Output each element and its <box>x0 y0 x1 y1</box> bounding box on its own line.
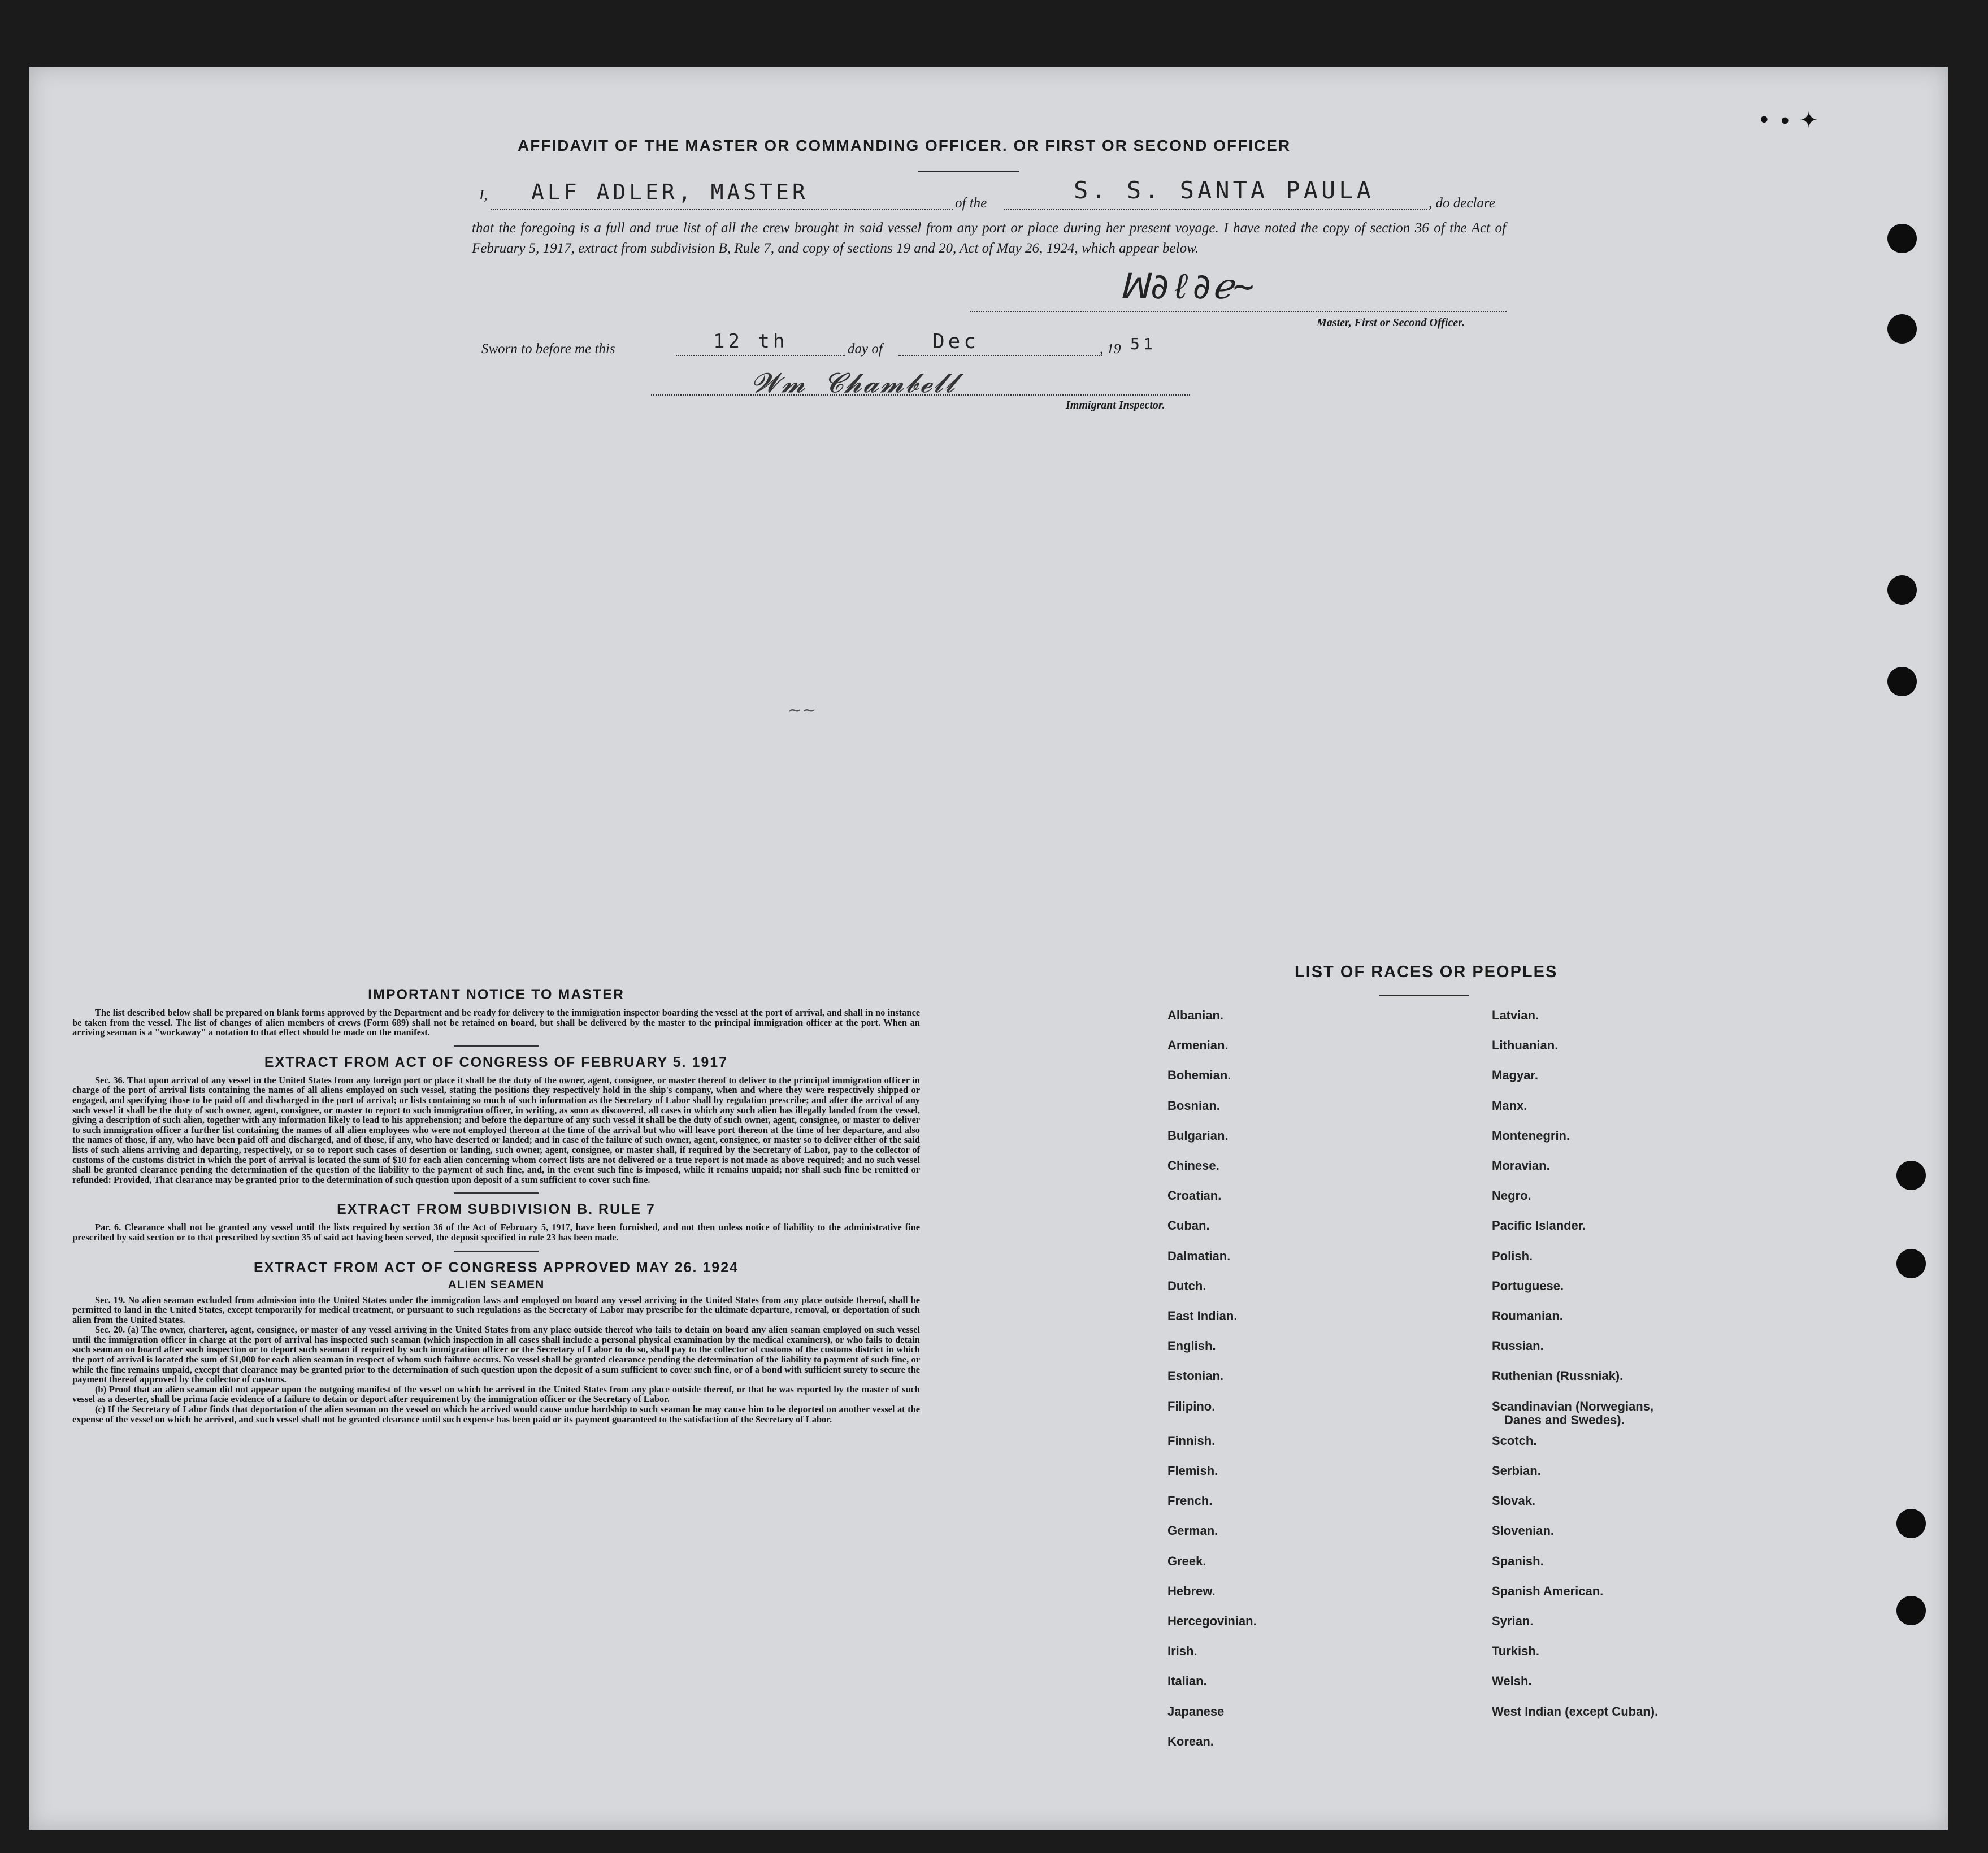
declarant-prefix: I, <box>479 188 488 203</box>
corner-mark: • ∙ ✦ <box>1757 107 1818 133</box>
race-item: Syrian. <box>1492 1614 1534 1628</box>
race-item: Russian. <box>1492 1339 1544 1353</box>
race-item: Armenian. <box>1167 1038 1229 1053</box>
extract-1917-title: EXTRACT FROM ACT OF CONGRESS OF FEBRUARY 5. 1917 <box>264 1054 728 1070</box>
title-rule <box>918 171 1019 172</box>
races-title: LIST OF RACES OR PEOPLES <box>1295 963 1558 981</box>
race-item: Spanish. <box>1492 1553 1544 1568</box>
race-item: Scotch. <box>1492 1433 1537 1448</box>
punch-hole <box>1887 667 1917 696</box>
race-item: Moravian. <box>1492 1158 1550 1173</box>
master-name-line <box>491 209 953 210</box>
races-title-rule <box>1379 995 1469 996</box>
race-item: Dalmatian. <box>1167 1248 1231 1263</box>
extract-1924-sec19: Sec. 19. No alien seaman excluded from admission into the United States under the immigration laws and employed on board any vessel arriving in the United States from any place outside thereof, shall be permitted to land in the United States, except temporarily for medical treatment, or pursuant to such regulations as the Secretary of Labor may prescribe for the ultimate departure, removal, or deportation of such alien from the United States. <box>72 1294 920 1325</box>
race-item: Serbian. <box>1492 1464 1541 1478</box>
section-rule <box>454 1192 539 1194</box>
race-item: Flemish. <box>1167 1464 1218 1478</box>
extract-1917-body: Sec. 36. That upon arrival of any vessel in the United States from any foreign port or place it shall be the duty of the owner, agent, consignee, or master thereof to deliver to the principal immigration officer in charge of the port of arrival lists containing the names of all aliens employed on such vessel, stating the positions they respectively hold in the ship's company, when and where they were respectively shipped or engaged, and specifying those to be paid off and discharged in the port of arrival; or lists containing so much of such information as the Secretary of Labor shall by regulation prescribe; and after the arrival of any such vessel it shall be the duty of such owner, agent, consignee, or master to report to such immigration officer, in writing, as soon as discovered, all cases in which any such alien has illegally landed from the vessel, giving a description of such alien, together with any information likely to lead to his apprehension; and before the departure of any such vessel it shall be the duty of such owner, agent, consignee, or master to deliver to such immigration officer a further list containing the names of all alien employees who were not employed thereon at the time of the arrival but who will leave port thereon at the time of her departure, and also the names of those, if any, who have been paid off and discharged, and of those, if any, who have deserted or landed; and in case of the failure of such owner, agent, consignee, or master so to deliver either of the said lists of such aliens arriving and departing, respectively, or so to report such cases of desertion or landing, such owner, agent, consignee, or master shall, if required by the Secretary of Labor, pay to the collector of customs of the customs district in which the port of arrival is located the sum of $10 for each alien concerning whom correct lists are not delivered or a true report is not made as above required; and no such vessel shall be granted clearance pending the determination of the question of the liability to the payment of such fine, and, in the event such fine is imposed, while it remains unpaid; nor shall such fine be remitted or refunded: Provided, That clearance may be granted prior to the determination of such question upon deposit of a sum sufficient to cover such fine. <box>72 1074 920 1185</box>
section-rule <box>454 1251 539 1252</box>
race-item: Japanese <box>1167 1704 1225 1719</box>
race-item: Polish. <box>1492 1248 1533 1263</box>
of-the-label: of the <box>955 196 987 211</box>
race-item: East Indian. <box>1167 1309 1238 1323</box>
race-item: Greek. <box>1167 1553 1206 1568</box>
race-item: Korean. <box>1167 1734 1214 1748</box>
signature-caption: Master, First or Second Officer. <box>1317 316 1465 329</box>
inspector-signature: 𝓦𝓶 𝓒𝓱𝓪𝓶𝓫𝓮𝓵𝓵 <box>752 367 957 399</box>
inspector-caption: Immigrant Inspector. <box>1066 399 1165 411</box>
pencil-stroke: ~~ <box>788 701 817 721</box>
race-item: West Indian (except Cuban). <box>1492 1704 1659 1719</box>
vessel-name-line <box>1004 209 1427 210</box>
race-item: French. <box>1167 1494 1213 1508</box>
race-item: Finnish. <box>1167 1433 1216 1448</box>
race-item: Manx. <box>1492 1098 1527 1113</box>
race-item: Turkish. <box>1492 1644 1539 1659</box>
extract-1924-sec20b: (b) Proof that an alien seaman did not appear upon the outgoing manifest of the vessel on which he arrived in the United States from any place outside thereof, or that he was reported by the master of such vessel as a deserter, shall be prima facie evidence of a failure to detain or deport after requirement by the immigration officer or the Secretary of Labor. <box>72 1383 920 1405</box>
extract-1924-sec20c: (c) If the Secretary of Labor finds that deportation of the alien seaman on the vessel on which he arrived would cause undue hardship to such seaman he may cause him to be deported on another vessel at the expense of the vessel on which he arrived, and such vessel shall not be granted clearance until such expense has been paid or its payment guaranteed to the satisfaction of the Secretary of Labor. <box>72 1404 920 1425</box>
race-item: English. <box>1167 1339 1216 1353</box>
vessel-name: S. S. SANTA PAULA <box>1074 176 1374 204</box>
notice-title: IMPORTANT NOTICE TO MASTER <box>368 987 624 1003</box>
race-item: Hebrew. <box>1167 1583 1216 1598</box>
extract-1924-title: EXTRACT FROM ACT OF CONGRESS APPROVED MAY 26. 1924 <box>253 1259 739 1275</box>
punch-hole <box>1896 1249 1926 1278</box>
race-item: Lithuanian. <box>1492 1038 1559 1053</box>
affidavit-title: AFFIDAVIT OF THE MASTER OR COMMANDING OFFICER. OR FIRST OR SECOND OFFICER <box>518 137 1291 154</box>
race-item: Pacific Islander. <box>1492 1218 1586 1233</box>
race-item: Welsh. <box>1492 1674 1532 1689</box>
race-item: Italian. <box>1167 1674 1207 1689</box>
notice-column <box>72 987 920 1424</box>
affidavit-first-line <box>479 188 488 203</box>
race-item: Negro. <box>1492 1188 1531 1203</box>
race-item: Latvian. <box>1492 1008 1539 1022</box>
extract-rule7-body: Par. 6. Clearance shall not be granted any vessel until the lists required by section 36 of the Act of February 5, 1917, have been furnished, and not then unless notice of liability to the administrative fine prescribed by said section or to that prescribed by section 35 of said act having been served, the deposit specified in rule 23 has been made. <box>72 1222 920 1243</box>
punch-hole <box>1896 1161 1926 1190</box>
sworn-month: Dec <box>932 330 980 353</box>
affidavit-body: that the foregoing is a full and true list of all the crew brought in said vessel from any port or place during her present voyage. I have noted the copy of section 36 of the Act of February 5, 1917, extract from subdivision B, Rule 7, and copy of sections 19 and 20, Act of May 26, 1924, which appear below. <box>472 220 1506 256</box>
race-item: Estonian. <box>1167 1369 1224 1383</box>
sworn-year: 51 <box>1130 335 1156 353</box>
punch-hole <box>1887 314 1917 344</box>
extract-rule7-title: EXTRACT FROM SUBDIVISION B. RULE 7 <box>337 1201 656 1218</box>
master-name: ALF ADLER, MASTER <box>531 180 809 205</box>
race-item: German. <box>1167 1524 1218 1538</box>
race-item: Dutch. <box>1167 1278 1206 1293</box>
race-item: Hercegovinian. <box>1167 1614 1257 1628</box>
signature-line <box>970 311 1507 312</box>
sworn-month-line <box>898 355 1102 356</box>
declare-label: , do declare <box>1429 196 1495 211</box>
sworn-year-prefix: , 19 <box>1100 341 1121 357</box>
section-rule <box>454 1045 539 1047</box>
punch-hole <box>1887 224 1917 253</box>
race-item: Portuguese. <box>1492 1278 1564 1293</box>
document-sheet <box>29 67 1948 1830</box>
sworn-day: 12 th <box>713 330 788 353</box>
extract-1924-subtitle: ALIEN SEAMEN <box>448 1278 545 1291</box>
race-item: Ruthenian (Russniak). <box>1492 1369 1624 1383</box>
sworn-dayof: day of <box>848 341 883 357</box>
race-item: Croatian. <box>1167 1188 1222 1203</box>
race-item: Bulgarian. <box>1167 1128 1229 1143</box>
race-item: Chinese. <box>1167 1158 1219 1173</box>
race-item: Spanish American. <box>1492 1583 1604 1598</box>
race-item: Danes and Swedes). <box>1504 1412 1625 1427</box>
race-item: Magyar. <box>1492 1068 1538 1083</box>
race-item: Cuban. <box>1167 1218 1210 1233</box>
punch-hole <box>1896 1509 1926 1538</box>
inspector-line <box>651 394 1190 396</box>
race-item: Albanian. <box>1167 1008 1224 1022</box>
sworn-day-line <box>676 355 845 356</box>
race-item: Roumanian. <box>1492 1309 1563 1323</box>
punch-hole <box>1896 1596 1926 1625</box>
race-item: Montenegrin. <box>1492 1128 1570 1143</box>
notice-body: The list described below shall be prepared on blank forms approved by the Department and be ready for delivery to the immigration inspector boarding the vessel at the port of arrival, and shall in no instance be taken from the vessel. The list of changes of alien members of crews (Form 689) shall not be retained on board, but shall be delivered by the master to the principal immigration officer at the port. When an arriving seaman is a "workaway" a notation to that effect should be made on the manifest. <box>72 1007 920 1038</box>
punch-hole <box>1887 575 1917 605</box>
race-item: Bosnian. <box>1167 1098 1220 1113</box>
master-signature: ꟽ∂ℓ∂ℯ~ <box>1119 266 1255 307</box>
race-item: Bohemian. <box>1167 1068 1231 1083</box>
extract-1924-sec20a: Sec. 20. (a) The owner, charterer, agent, consignee, or master of any vessel arriving in the United States from any place outside thereof who fails to detain on board any alien seaman employed on such vessel until the immigration officer in charge at the port of arrival has inspected such seaman (which inspection in all cases shall include a personal physical examination by the medical examiners), or who fails to detain such seaman on board after such inspection or to deport such seaman if required by such immigration officer or the Secretary of Labor to do so, shall pay to the collector of customs of the customs district in which the port of arrival is located the sum of $1,000 for each alien seaman in respect of whom such failure occurs. No vessel shall be granted clearance pending the determination of the liability to payment of such fine, or while the fine remains unpaid, except that clearance may be granted prior to the determination of such question upon the deposit of a sum sufficient to cover such fine, or of a bond with sufficient surety to secure the payment thereof approved by the collector of customs. <box>72 1324 920 1385</box>
race-item: Slovenian. <box>1492 1524 1555 1538</box>
sworn-prefix: Sworn to before me this <box>481 341 615 357</box>
race-item: Scandinavian (Norwegians, <box>1492 1399 1654 1413</box>
race-item: Slovak. <box>1492 1494 1536 1508</box>
race-item: Irish. <box>1167 1644 1197 1659</box>
race-item: Filipino. <box>1167 1399 1216 1413</box>
